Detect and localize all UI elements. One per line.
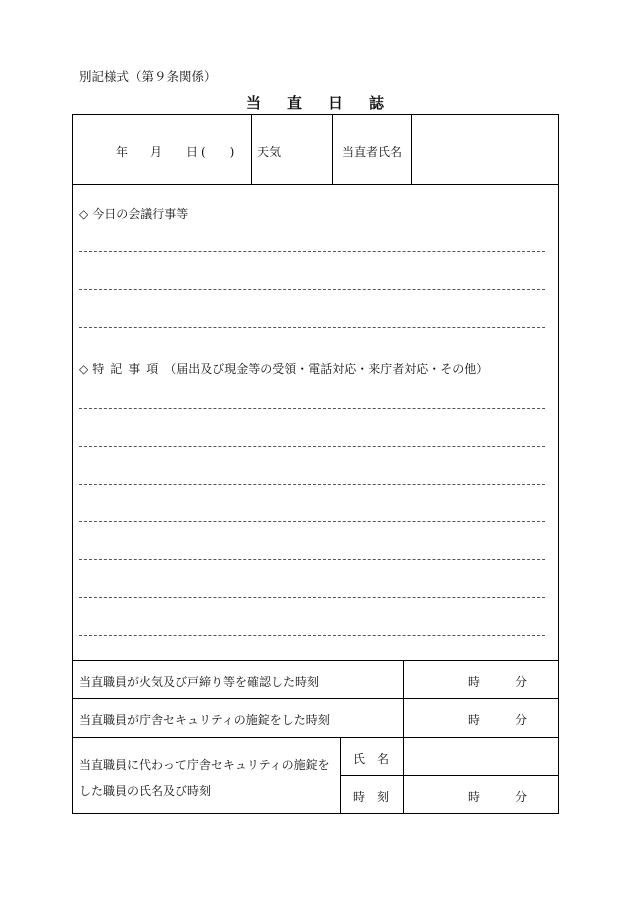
divider-row1-bottom: [72, 698, 559, 699]
date-year-label: 年: [116, 145, 129, 159]
fire-check-minute-label: 分: [515, 675, 528, 689]
divider-date-weather: [251, 114, 252, 184]
fire-check-label: 当直職員が火気及び戸締り等を確認した時刻: [79, 675, 320, 689]
duty-name-field[interactable]: [412, 115, 558, 184]
document-title: 当直日誌: [245, 94, 410, 112]
form-reference: 別記様式（第９条関係）: [79, 69, 217, 84]
divider-notes-bottom: [72, 660, 559, 661]
weather-label: 天気: [257, 145, 282, 159]
proxy-label-line-1: 当直職員に代わって庁舎セキュリティの施錠を: [79, 758, 330, 772]
notes-section-note: （届出及び現金等の受領・電話対応・来庁者対応・その他）: [164, 362, 489, 376]
date-month-label: 月: [150, 145, 163, 159]
date-day-label: 日: [186, 145, 199, 159]
proxy-time-label: 時 刻: [353, 790, 390, 804]
proxy-hour-label: 時: [468, 790, 481, 804]
proxy-minute-label: 分: [515, 790, 528, 804]
notes-write-line-2[interactable]: [79, 446, 545, 447]
meeting-section-heading: [79, 205, 188, 222]
notes-section-label: 特記事項: [92, 362, 165, 376]
diamond-outline-icon: ◇: [79, 207, 89, 221]
duty-name-label: 当直者氏名: [342, 145, 403, 159]
divider-rows-label-time: [403, 660, 404, 814]
proxy-label-line-2: した職員の氏名及び時刻: [79, 784, 212, 798]
notes-write-line-1[interactable]: [79, 408, 545, 409]
divider-header-bottom: [72, 184, 559, 185]
meeting-write-line-3[interactable]: [79, 327, 545, 328]
date-weekday-field[interactable]: ( ): [201, 145, 241, 159]
notes-write-line-6[interactable]: [79, 597, 545, 598]
meeting-write-line-1[interactable]: [79, 251, 545, 252]
divider-weather-name: [332, 114, 333, 184]
notes-write-line-3[interactable]: [79, 484, 545, 485]
notes-write-line-5[interactable]: [79, 559, 545, 560]
proxy-name-field[interactable]: [404, 738, 558, 775]
fire-check-hour-label: 時: [468, 675, 481, 689]
security-lock-label: 当直職員が庁舎セキュリティの施錠をした時刻: [79, 713, 330, 727]
notes-write-line-7[interactable]: [79, 635, 545, 636]
meeting-write-line-2[interactable]: [79, 289, 545, 290]
security-lock-minute-label: 分: [515, 713, 528, 727]
divider-proxy-mid: [340, 775, 559, 776]
proxy-name-label: 氏 名: [353, 752, 390, 766]
security-lock-hour-label: 時: [468, 713, 481, 727]
notes-section-heading: [79, 360, 488, 377]
divider-proxy-label-sub: [340, 737, 341, 814]
notes-write-line-4[interactable]: [79, 521, 545, 522]
diamond-outline-icon: ◇: [79, 362, 89, 376]
meeting-section-label: 今日の会議行事等: [92, 207, 189, 221]
